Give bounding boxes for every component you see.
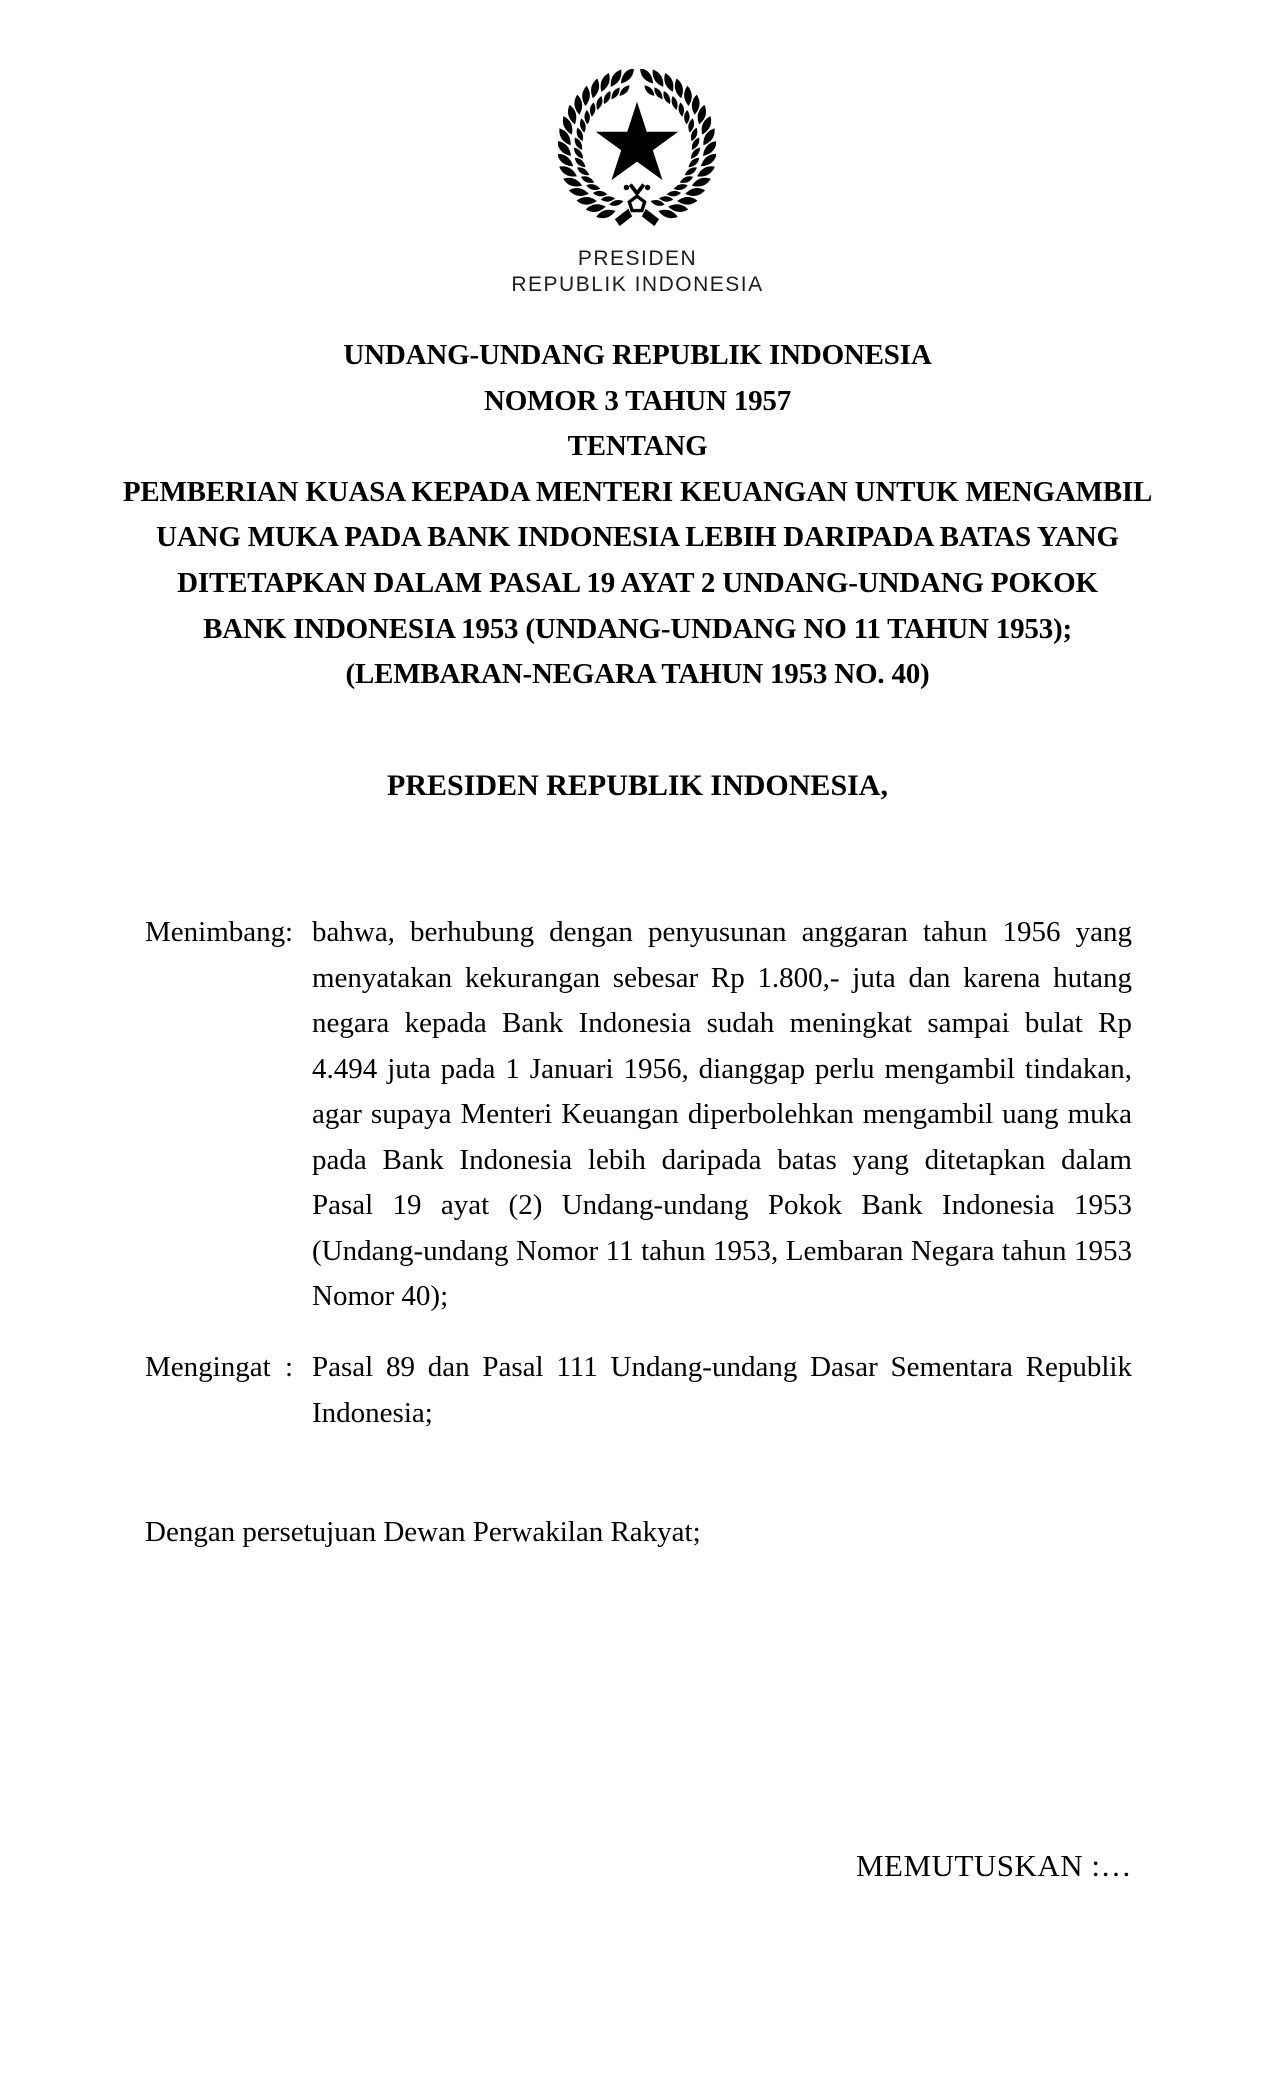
law-title-block [0, 333, 1275, 698]
clause-label: Mengingat [145, 1351, 271, 1383]
title-line-6: DITETAPKAN DALAM PASAL 19 AYAT 2 UNDANG-UNDANG POKOK [177, 566, 1098, 599]
salutation-line: PRESIDEN REPUBLIK INDONESIA, [387, 769, 888, 802]
clause-menimbang [145, 910, 1132, 1320]
title-line-1: UNDANG-UNDANG REPUBLIK INDONESIA [343, 339, 932, 371]
agreement-line: Dengan persetujuan Dewan Perwakilan Rakyat; [145, 1516, 701, 1548]
presidential-star-wreath-emblem-icon [558, 69, 716, 227]
decision-line: MEMUTUSKAN :… [855, 1848, 1132, 1883]
clause-colon: : [285, 1351, 294, 1383]
title-line-8: (LEMBARAN-NEGARA TAHUN 1953 NO. 40) [345, 658, 930, 691]
letterhead-presiden: PRESIDEN [577, 247, 698, 270]
title-line-5: UANG MUKA PADA BANK INDONESIA LEBIH DARIPADA BATAS YANG [156, 521, 1119, 554]
clause-colon: : [285, 916, 294, 948]
clause-body-text: bahwa, berhubung dengan penyusunan anggaran tahun 1956 yang menyatakan kekurangan sebesar Rp 1.800,- juta dan karena hutang negara kepada Bank Indonesia sudah meningkat sampai bulat Rp 4.494 juta pada 1 Januari 1956, dianggap perlu mengambil tindakan, agar supaya Menteri Keuangan diperbolehkan mengambil uang muka pada Bank Indonesia lebih daripada batas yang ditetapkan dalam Pasal 19 ayat (2) Undang-undang Pokok Bank Indonesia 1953 (Undang-undang Nomor 11 tahun 1953, Lembaran Negara tahun 1953 Nomor 40); [312, 916, 1132, 1312]
title-line-3: TENTANG [567, 430, 708, 463]
letterhead-republik-indonesia: REPUBLIK INDONESIA [511, 273, 764, 296]
title-line-2: NOMOR 3 TAHUN 1957 [483, 384, 792, 417]
clause-mengingat [145, 1345, 1132, 1436]
letterhead [0, 246, 1275, 298]
clause-label: Menimbang [145, 916, 286, 948]
star-icon [596, 102, 678, 180]
clause-body-text: Pasal 89 dan Pasal 111 Undang-undang Dasar Sementara Republik Indonesia; [312, 1351, 1132, 1429]
wreath-knot-icon [615, 185, 659, 226]
title-line-7: BANK INDONESIA 1953 (UNDANG-UNDANG NO 11 TAHUN 1953); [203, 612, 1072, 645]
title-line-4: PEMBERIAN KUASA KEPADA MENTERI KEUANGAN UNTUK MENGAMBIL [122, 475, 1153, 508]
